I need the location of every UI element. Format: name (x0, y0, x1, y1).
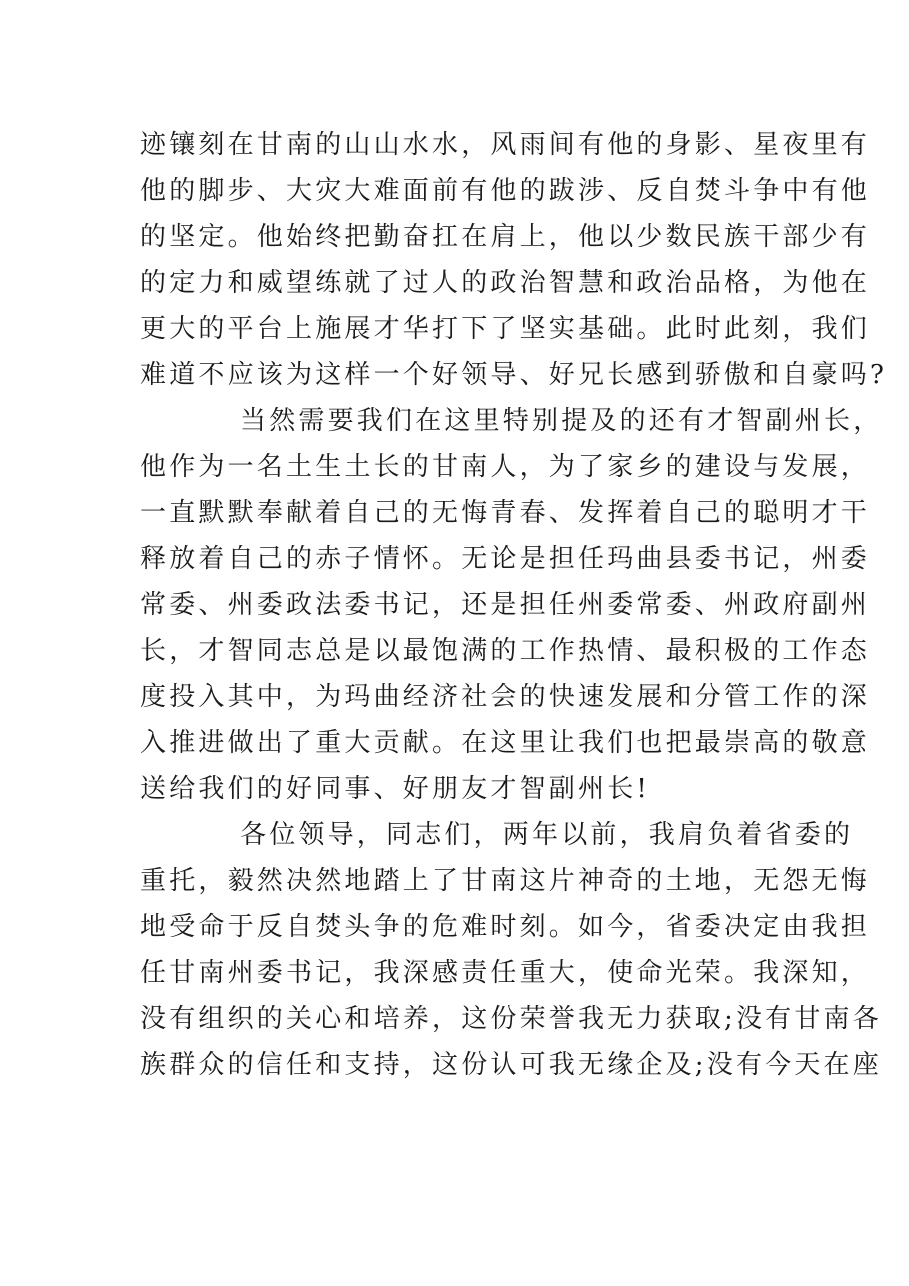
paragraph-start-line: 当然需要我们在这里特别提及的还有才智副州长， (240, 406, 883, 436)
text-line: 入推进做出了重大贡献。在这里让我们也把最崇高的敬意 (140, 728, 871, 758)
text-line: 的坚定。他始终把勤奋扛在肩上，他以少数民族干部少有 (140, 222, 871, 252)
text-line: 族群众的信任和支持，这份认可我无缘企及;没有今天在座 (140, 1050, 882, 1080)
text-line: 难道不应该为这样一个好领导、好兄长感到骄傲和自豪吗? (140, 360, 888, 390)
text-line: 迹镶刻在甘南的山山水水，风雨间有他的身影、星夜里有 (140, 130, 871, 160)
text-line: 释放着自己的赤子情怀。无论是担任玛曲县委书记，州委 (140, 544, 871, 574)
paragraph-start-line: 各位领导，同志们，两年以前，我肩负着省委的 (240, 820, 854, 850)
text-line: 常委、州委政法委书记，还是担任州委常委、州政府副州 (140, 590, 871, 620)
text-line: 度投入其中，为玛曲经济社会的快速发展和分管工作的深 (140, 682, 871, 712)
text-line: 地受命于反自焚头争的危难时刻。如今，省委决定由我担 (140, 912, 871, 942)
body-text (140, 122, 888, 1088)
text-line: 送给我们的好同事、好朋友才智副州长! (140, 774, 651, 804)
text-line: 的定力和威望练就了过人的政治智慧和政治品格，为他在 (140, 268, 871, 298)
text-line: 长，才智同志总是以最饱满的工作热情、最积极的工作态 (140, 636, 871, 666)
text-line: 没有组织的关心和培养，这份荣誉我无力获取;没有甘南各 (140, 1004, 882, 1034)
text-line: 任甘南州委书记，我深感责任重大，使命光荣。我深知， (140, 958, 871, 988)
text-line: 重托，毅然决然地踏上了甘南这片神奇的土地，无怨无悔 (140, 866, 871, 896)
text-line: 他的脚步、大灾大难面前有他的跋涉、反自焚斗争中有他 (140, 176, 871, 206)
text-line: 更大的平台上施展才华打下了坚实基础。此时此刻，我们 (140, 314, 871, 344)
text-line: 一直默默奉献着自己的无悔青春、发挥着自己的聪明才干 (140, 498, 871, 528)
text-line: 他作为一名土生土长的甘南人，为了家乡的建设与发展， (140, 452, 871, 482)
